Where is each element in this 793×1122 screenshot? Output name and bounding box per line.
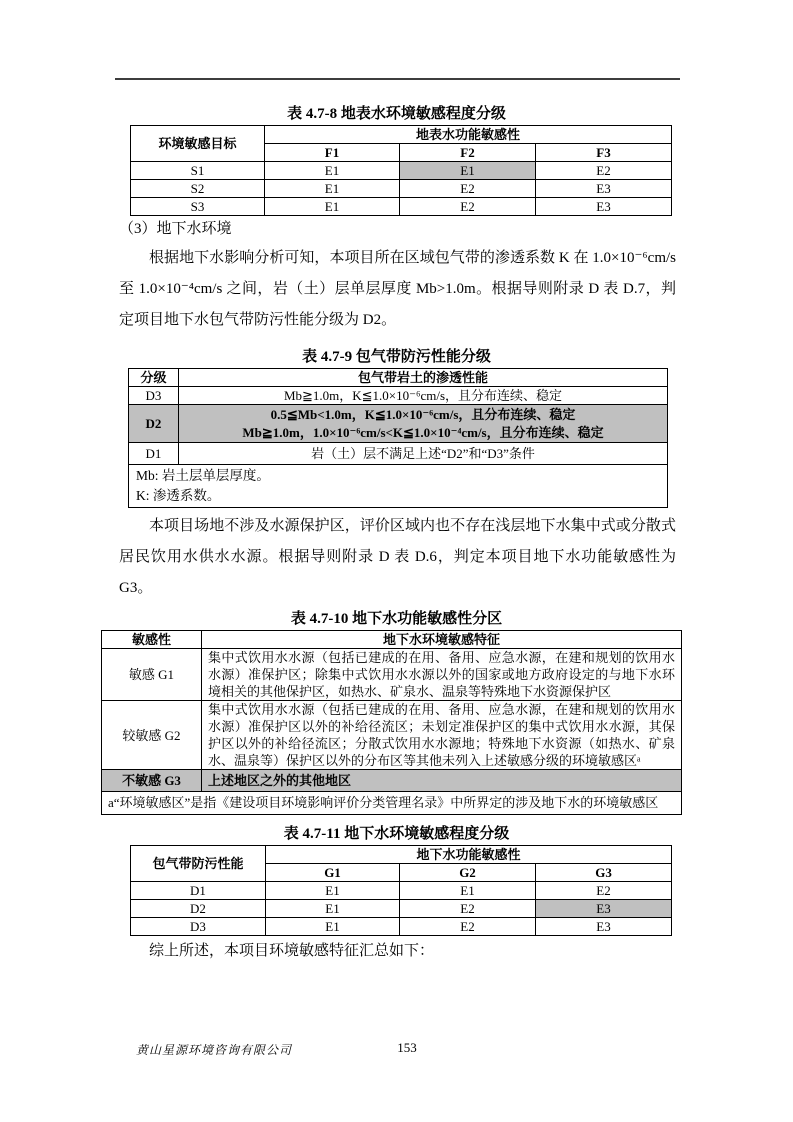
table-cell: 上述地区之外的其他地区 xyxy=(202,770,682,792)
footer-page-number: 153 xyxy=(397,1040,417,1055)
table-header-row xyxy=(131,846,672,864)
table-cell: E1 xyxy=(265,198,400,216)
table-header-row xyxy=(102,631,682,649)
table-cell: E3 xyxy=(536,198,672,216)
row-label-cell: D1 xyxy=(129,443,179,465)
table-4-7-10-title: 表 4.7-10 地下水功能敏感性分区 xyxy=(290,611,503,627)
table-row xyxy=(131,162,672,180)
group-header-cell: 地下水功能敏感性 xyxy=(266,846,672,864)
note-line: K: 渗透系数。 xyxy=(136,488,221,503)
table-cell: E2 xyxy=(400,900,536,918)
table-4-7-8-title: 表 4.7-8 地表水环境敏感程度分级 xyxy=(287,106,506,122)
table-cell: 集中式饮用水水源（包括已建成的在用、备用、应急水源，在建和规划的饮用水水源）准保护区；除集中式饮用水水源以外的国家或地方政府设定的与地下水环境相关的其他保护区，如热水、矿泉水、温泉等特殊地下水资源保护区 xyxy=(202,649,682,701)
table-4-7-9-title: 表 4.7-9 包气带防污性能分级 xyxy=(302,349,491,365)
table-footnote-cell: a“环境敏感区”是指《建设项目环境影响评价分类管理名录》中所界定的涉及地下水的环境敏感区 xyxy=(102,792,682,815)
table-row xyxy=(131,882,672,900)
note-line: Mb: 岩土层单层厚度。 xyxy=(136,468,270,483)
table-footnote-row xyxy=(102,792,682,815)
table-4-7-10 xyxy=(101,630,682,815)
condition-line: Mb≧1.0m，1.0×10⁻⁶cm/s<K≦1.0×10⁻⁴cm/s，且分布连续、稳定 xyxy=(242,424,604,440)
table-row xyxy=(129,387,668,405)
row-label-cell: 不敏感 G3 xyxy=(102,770,202,792)
table-cell: E2 xyxy=(536,882,672,900)
table-cell: E1 xyxy=(266,918,400,936)
row-label-cell: S2 xyxy=(131,180,265,198)
row-label-cell: D3 xyxy=(131,918,266,936)
paragraph: 根据地下水影响分析可知，本项目所在区域包气带的渗透系数 K 在 1.0×10⁻⁶cm/s 至 1.0×10⁻⁴cm/s 之间，岩（土）层单层厚度 Mb>1.0m。根据导则附录 D 表 D.7，判定项目地下水包气带防污性能分级为 D2。 xyxy=(119,250,676,328)
row-label-cell: D2 xyxy=(131,900,266,918)
table-cell: E3 xyxy=(536,918,672,936)
corner-header-cell: 环境敏感目标 xyxy=(131,126,265,162)
col-header-cell: 包气带岩土的渗透性能 xyxy=(179,369,668,387)
corner-header-cell: 包气带防污性能 xyxy=(131,846,266,882)
table-row xyxy=(131,900,672,918)
row-label-cell: S3 xyxy=(131,198,265,216)
table-cell: Mb≧1.0m，K≦1.0×10⁻⁶cm/s，且分布连续、稳定 xyxy=(179,387,668,405)
col-header-cell: F1 xyxy=(265,144,400,162)
table-cell: E1 xyxy=(266,900,400,918)
table-4-7-11-title: 表 4.7-11 地下水环境敏感程度分级 xyxy=(283,826,510,842)
table-note-row xyxy=(129,465,668,508)
row-label-cell: D3 xyxy=(129,387,179,405)
table-cell: E2 xyxy=(536,162,672,180)
table-row-highlighted xyxy=(102,770,682,792)
table-4-7-8 xyxy=(130,125,672,216)
table-cell: E1 xyxy=(265,162,400,180)
table-cell: 集中式饮用水水源（包括已建成的在用、备用、应急水源，在建和规划的饮用水水源）准保护区以外的补给径流区；未划定准保护区的集中式饮用水水源，其保护区以外的补给径流区；分散式饮用水水源地；特殊地下水资源（如热水、矿泉水、温泉等）保护区以外的分布区等其他未列入上述敏感分级的环境敏感区ᵃ xyxy=(202,701,682,770)
row-label-cell: D1 xyxy=(131,882,266,900)
col-header-cell: G1 xyxy=(266,864,400,882)
subsection-heading: （3）地下水环境 xyxy=(119,221,232,237)
table-row-highlighted xyxy=(129,405,668,443)
table-cell: E1 xyxy=(265,180,400,198)
table-cell: E1 xyxy=(266,882,400,900)
table-cell: E2 xyxy=(400,180,536,198)
table-cell: E1 xyxy=(400,882,536,900)
table-row xyxy=(131,180,672,198)
row-label-cell: 敏感 G1 xyxy=(102,649,202,701)
table-row xyxy=(131,198,672,216)
group-header-cell: 地表水功能敏感性 xyxy=(265,126,672,144)
table-cell: E2 xyxy=(400,918,536,936)
col-header-cell: G2 xyxy=(400,864,536,882)
col-header-cell: F3 xyxy=(536,144,672,162)
table-cell xyxy=(179,405,668,443)
row-label-cell: D2 xyxy=(129,405,179,443)
table-4-7-11 xyxy=(130,845,672,936)
table-cell: 岩（土）层不满足上述“D2”和“D3”条件 xyxy=(179,443,668,465)
table-cell-highlighted: E1 xyxy=(400,162,536,180)
condition-line: 0.5≦Mb<1.0m，K≦1.0×10⁻⁶cm/s，且分布连续、稳定 xyxy=(270,407,576,422)
table-row xyxy=(129,443,668,465)
col-header-cell: 地下水环境敏感特征 xyxy=(202,631,682,649)
table-4-7-9 xyxy=(128,368,668,508)
col-header-cell: G3 xyxy=(536,864,672,882)
table-cell: E2 xyxy=(400,198,536,216)
row-label-cell: 较敏感 G2 xyxy=(102,701,202,770)
col-header-cell: 敏感性 xyxy=(102,631,202,649)
table-row xyxy=(102,701,682,770)
footer-company-name: 黄山星源环境咨询有限公司 xyxy=(136,1043,293,1057)
table-row xyxy=(102,649,682,701)
table-header-row xyxy=(129,369,668,387)
table-row xyxy=(131,918,672,936)
paragraph: 本项目场地不涉及水源保护区，评价区域内也不存在浅层地下水集中式或分散式居民饮用水供水水源。根据导则附录 D 表 D.6，判定本项目地下水功能敏感性为 G3。 xyxy=(119,518,676,596)
col-header-cell: F2 xyxy=(400,144,536,162)
table-header-row xyxy=(131,126,672,144)
table-cell: E3 xyxy=(536,180,672,198)
row-label-cell: S1 xyxy=(131,162,265,180)
closing-sentence: 综上所述，本项目环境敏感特征汇总如下： xyxy=(149,943,435,959)
table-notes-cell xyxy=(129,465,668,508)
col-header-cell: 分级 xyxy=(129,369,179,387)
table-cell-highlighted: E3 xyxy=(536,900,672,918)
